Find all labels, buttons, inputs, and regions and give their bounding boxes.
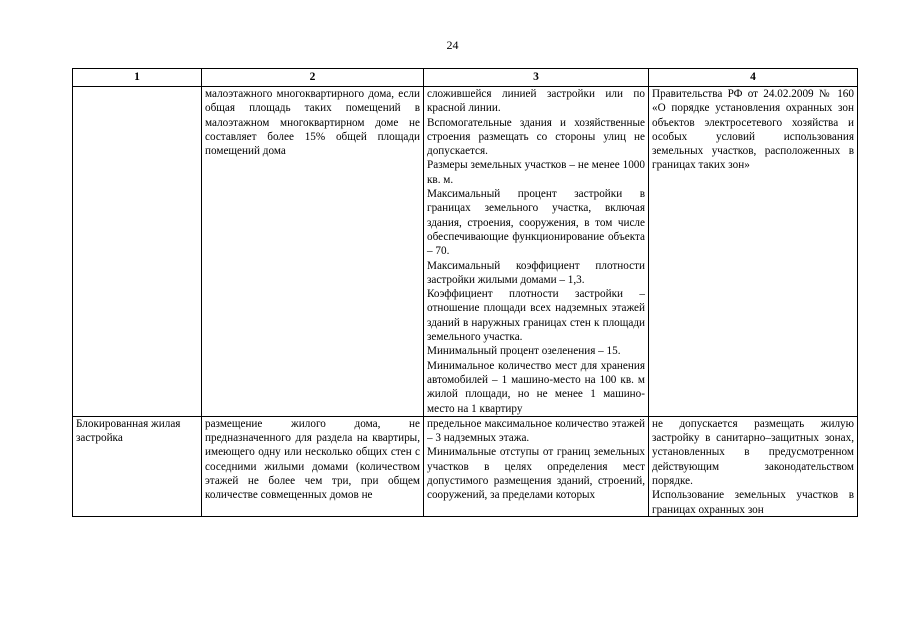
- cell-paragraph: Размеры земельных участков – не менее 1000 кв. м.: [427, 159, 645, 186]
- column-header-2: 2: [202, 69, 424, 87]
- cell-paragraph: предельное максимальное количество этажей – 3 надземных этажа.: [427, 417, 645, 445]
- row-1-parameters-cell: [424, 87, 649, 417]
- row-2-parameters-cell: [424, 416, 649, 516]
- cell-paragraph: Минимальный процент озеленения – 15.: [427, 345, 621, 358]
- table-row: [73, 87, 858, 417]
- row-1-description-cell: [202, 87, 424, 417]
- cell-paragraph: Использование земельных участков в границах охранных зон: [652, 489, 854, 516]
- zoning-regulations-table: [72, 68, 858, 517]
- cell-paragraph: Блокированная жилая застройка: [76, 417, 181, 445]
- row-2-description-cell: [202, 416, 424, 516]
- column-header-3: 3: [424, 69, 649, 87]
- table-header-row: [73, 69, 858, 87]
- cell-paragraph: не допускается размещать жилую застройку в санитарно–защитных зонах, установленных в предусмотренном действующим законодательством порядке.: [652, 417, 854, 488]
- row-1-restrictions-cell: [649, 87, 858, 417]
- cell-paragraph: Правительства РФ от 24.02.2009 № 160 «О порядке установления охранных зон объектов электросетевого хозяйства и особых условий использования земельных участков, расположенных в границах таких зон»: [652, 88, 854, 172]
- page-number: 24: [446, 38, 459, 52]
- row-2-use-type-cell: [73, 416, 202, 516]
- cell-paragraph: Вспомогательные здания и хозяйственные строения размещать со стороны улиц не допускается.: [427, 116, 645, 158]
- column-header-4: 4: [649, 69, 858, 87]
- cell-paragraph: Максимальный процент застройки в границах земельного участка, включая здания, строения, сооружения, в том числе обеспечивающие функционирование объекта – 70.: [427, 188, 645, 258]
- row-2-restrictions-cell: [649, 416, 858, 516]
- table-row: [73, 416, 858, 516]
- cell-paragraph: малоэтажного многоквартирного дома, если общая площадь таких помещений в малоэтажном многоквартирном доме не составляет более 15% общей площади помещений дома: [205, 88, 420, 158]
- cell-paragraph: Максимальный коэффициент плотности застройки жилыми домами – 1,3.: [427, 259, 645, 286]
- cell-paragraph: Коэффициент плотности застройки – отношение площади всех надземных этажей зданий в наружных границах стен к площади земельного участка.: [427, 288, 645, 344]
- column-header-1: 1: [73, 69, 202, 87]
- cell-paragraph: Минимальное количество мест для хранения автомобилей – 1 машино-место на 100 кв. м жилой площади, но не менее 1 машино-место на 1 квартиру: [427, 359, 645, 415]
- row-1-use-type-cell: [73, 87, 202, 417]
- cell-paragraph: сложившейся линией застройки или по красной линии.: [427, 88, 645, 115]
- cell-paragraph: размещение жилого дома, не предназначенного для раздела на квартиры, имеющего одну или несколько общих стен с соседними жилыми домами (количеством этажей не более чем три, при общем количестве совмещенных домов не: [205, 417, 420, 502]
- cell-paragraph: Минимальные отступы от границ земельных участков в целях определения мест допустимого размещения зданий, строений, сооружений, за пределами которых: [427, 446, 645, 502]
